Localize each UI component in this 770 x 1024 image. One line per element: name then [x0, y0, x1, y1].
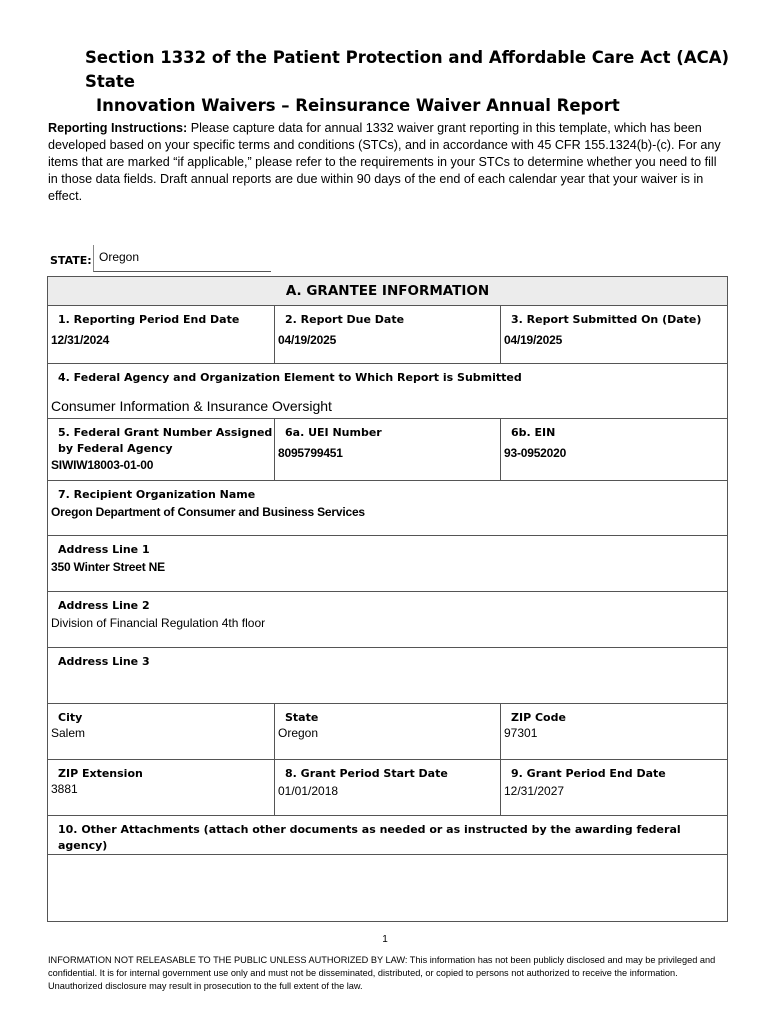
instructions-body: Please capture data for annual 1332 waiver grant reporting in this template, which has been developed based on your specific terms and conditions (STCs), and in accordance with 45 CFR 155.1324(b)-(c). For any items that are marked “if applicable,” please refer to the requirements in your STCs to determine whether you need to fill in those data fields. Draft annual reports are due within 90 days of the end of each calendar year that your waiver is in effect.: [48, 121, 721, 203]
federal-agency-cell: [48, 364, 728, 419]
title-line-1: Section 1332 of the Patient Protection and Affordable Care Act (ACA) State: [85, 48, 730, 91]
grant-end-field[interactable]: 12/31/2027: [504, 784, 565, 798]
grantee-info-table: [47, 276, 728, 922]
address-line-3-field[interactable]: [48, 670, 727, 674]
zip-cell: [501, 704, 728, 760]
state-field[interactable]: Oregon: [93, 245, 271, 272]
city-cell: [48, 704, 275, 760]
address-line-2-cell: [48, 592, 728, 648]
reporting-period-end-field[interactable]: 12/31/2024: [51, 333, 110, 347]
address-state-cell: [275, 704, 501, 760]
report-submitted-cell: [501, 306, 728, 364]
uei-label: 6a. UEI Number: [285, 426, 382, 439]
address-line-1-cell: [48, 536, 728, 592]
grant-end-label: 9. Grant Period End Date: [511, 767, 666, 780]
address-line-2-field[interactable]: Division of Financial Regulation 4th floor: [51, 616, 266, 630]
grant-end-cell: [501, 760, 728, 816]
state-label: STATE:: [50, 254, 92, 267]
zip-extension-label: ZIP Extension: [58, 767, 143, 780]
grant-start-field[interactable]: 01/01/2018: [278, 784, 339, 798]
reporting-instructions: [48, 120, 728, 205]
section-a-heading: A. GRANTEE INFORMATION: [48, 277, 728, 306]
report-submitted-field[interactable]: 04/19/2025: [504, 333, 563, 347]
recipient-org-field[interactable]: Oregon Department of Consumer and Business Services: [51, 505, 365, 519]
zip-field[interactable]: 97301: [504, 726, 538, 740]
title-line-2: Innovation Waivers – Reinsurance Waiver Annual Report: [96, 96, 620, 115]
grant-start-label: 8. Grant Period Start Date: [285, 767, 448, 780]
ein-field[interactable]: 93-0952020: [504, 446, 567, 460]
recipient-org-label: 7. Recipient Organization Name: [58, 488, 256, 501]
address-line-1-label: Address Line 1: [58, 543, 150, 556]
address-line-3-label: Address Line 3: [58, 655, 150, 668]
address-state-label: State: [285, 711, 319, 724]
instructions-lead: Reporting Instructions:: [48, 121, 188, 135]
address-line-2-label: Address Line 2: [58, 599, 150, 612]
city-field[interactable]: Salem: [51, 726, 86, 740]
ein-cell: [501, 419, 728, 481]
city-label: City: [58, 711, 83, 724]
attachments-label: 10. Other Attachments (attach other documents as needed or as instructed by the awarding federal agency): [58, 823, 681, 852]
address-state-field[interactable]: Oregon: [278, 726, 319, 740]
attachments-cell: [48, 816, 728, 855]
zip-extension-field[interactable]: 3881: [51, 782, 78, 796]
report-due-cell: [275, 306, 501, 364]
address-line-3-cell: [48, 648, 728, 704]
document-title: [60, 46, 750, 118]
confidentiality-notice: INFORMATION NOT RELEASABLE TO THE PUBLIC UNLESS AUTHORIZED BY LAW: This information has not been publicly disclosed and may be privileged and confidential. It is for internal government use only and must not be disseminated, distributed, or copied to persons not authorized to receive the information. Unauthorized disclosure may result in prosecution to the full extent of the law.: [48, 955, 716, 991]
page-number: 1: [382, 934, 388, 945]
zip-extension-cell: [48, 760, 275, 816]
state-row: [48, 245, 348, 275]
federal-agency-label: 4. Federal Agency and Organization Element to Which Report is Submitted: [58, 371, 522, 384]
uei-field[interactable]: 8095799451: [278, 446, 343, 460]
federal-agency-field[interactable]: Consumer Information & Insurance Oversight: [51, 398, 332, 414]
address-line-1-field[interactable]: 350 Winter Street NE: [51, 560, 165, 574]
grant-number-label: 5. Federal Grant Number Assigned by Federal Agency: [58, 426, 273, 455]
grant-number-cell: [48, 419, 275, 481]
uei-cell: [275, 419, 501, 481]
grant-number-field[interactable]: SIWIW18003-01-00: [51, 458, 154, 472]
reporting-period-end-cell: [48, 306, 275, 364]
zip-label: ZIP Code: [511, 711, 566, 724]
ein-label: 6b. EIN: [511, 426, 556, 439]
reporting-period-end-label: 1. Reporting Period End Date: [58, 313, 240, 326]
grant-start-cell: [275, 760, 501, 816]
report-due-label: 2. Report Due Date: [285, 313, 405, 326]
report-due-field[interactable]: 04/19/2025: [278, 333, 337, 347]
recipient-org-cell: [48, 481, 728, 536]
report-submitted-label: 3. Report Submitted On (Date): [511, 313, 702, 326]
attachments-field[interactable]: [48, 855, 728, 922]
